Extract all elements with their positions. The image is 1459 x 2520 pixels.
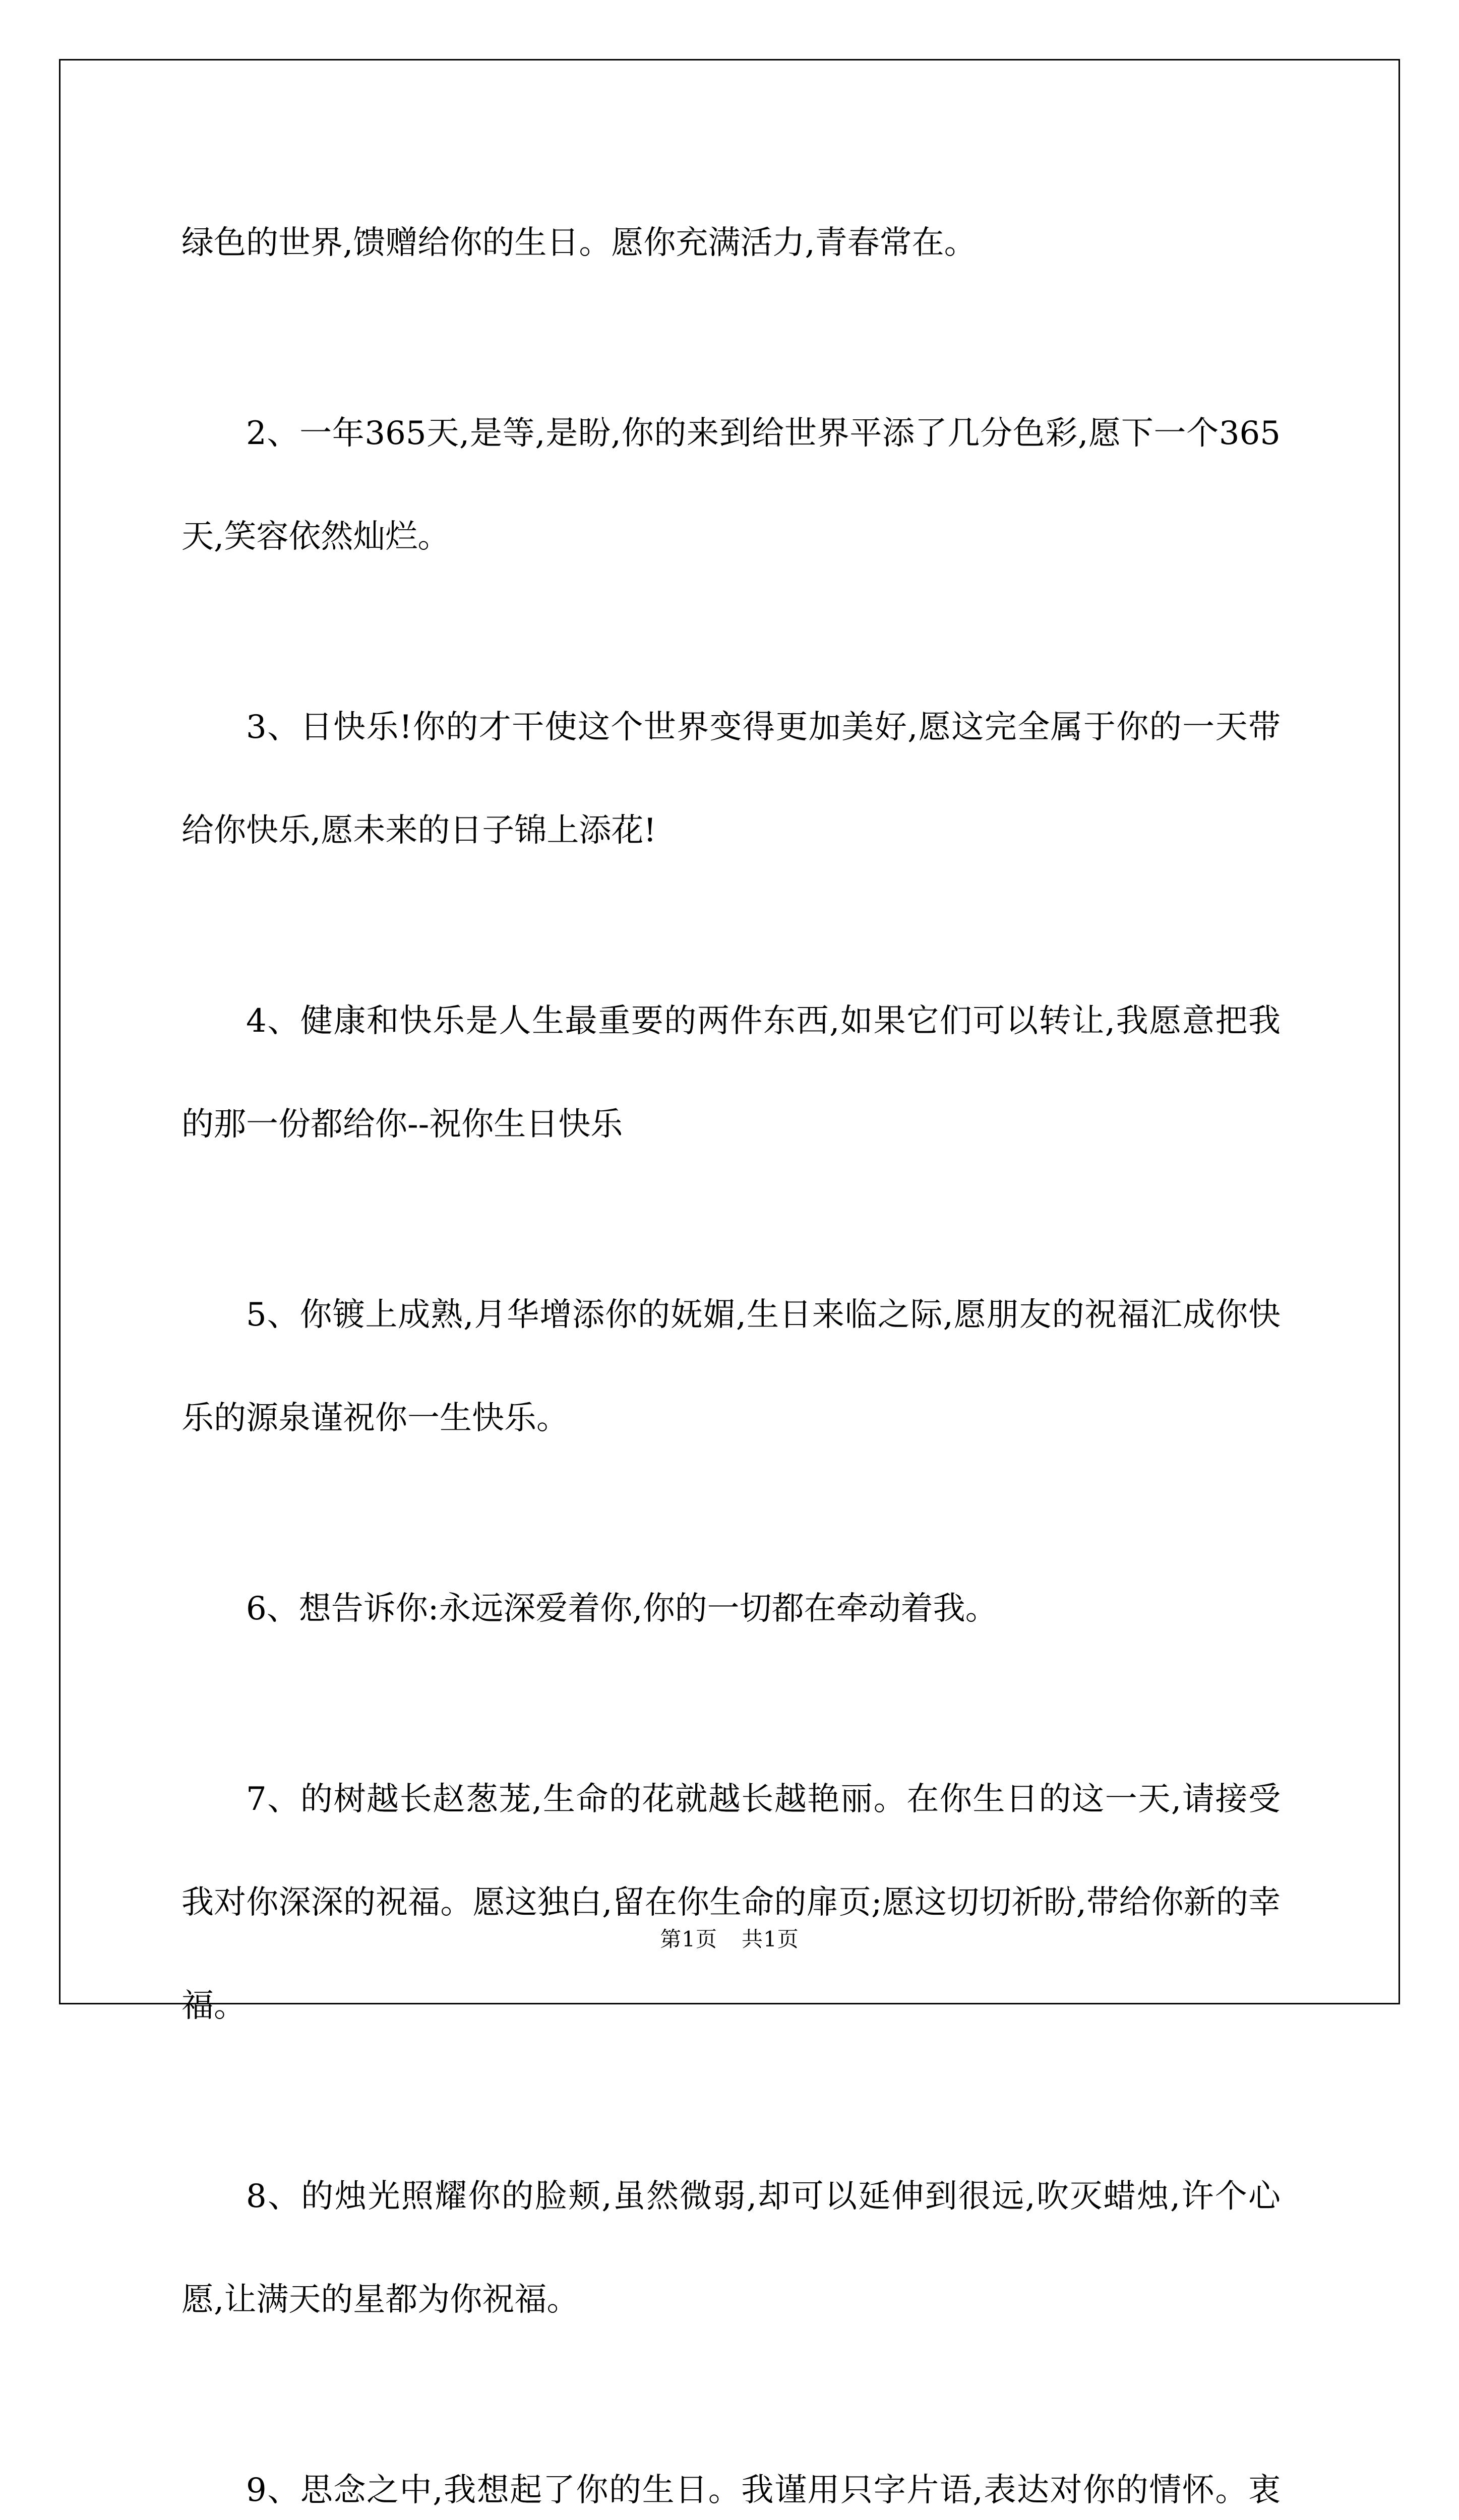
paragraph-continuation: 绿色的世界,馈赠给你的生日。愿你充满活力,青春常在。 <box>181 224 977 262</box>
page-footer <box>0 1924 1459 1955</box>
page-number-current: 第1页 <box>660 1927 717 1951</box>
document-body <box>181 192 1281 2520</box>
paragraph-item-4: 4、健康和快乐是人生最重要的两件东西,如果它们可以转让,我愿意把我的那一份都给你--祝你生日快乐 <box>181 1002 1281 1143</box>
paragraph-item-7: 7、的树越长赵葱茏,生命的花就越长越艳丽。在你生日的这一天,请接受我对你深深的祝福。愿这独白,留在你生命的扉页;愿这切切祈盼,带给你新的幸福。 <box>181 1781 1281 2025</box>
paragraph-item-6: 6、想告诉你:永远深爱着你,你的一切都在牵动着我。 <box>246 1590 998 1627</box>
paragraph-item-5: 5、你镀上成熟,月华增添你的妩媚,生日来临之际,愿朋友的祝福汇成你快乐的源泉谨祝你一生快乐。 <box>181 1296 1281 1437</box>
page-number-total: 共1页 <box>742 1927 799 1951</box>
paragraph-item-8: 8、的烛光照耀你的脸颊,虽然微弱,却可以延伸到很远,吹灭蜡烛,许个心愿,让满天的星都为你祝福。 <box>181 2178 1281 2318</box>
paragraph-item-2: 2、一年365天,是等,是盼,你的来到给世界平添了几分色彩,愿下一个365天,笑容依然灿烂。 <box>181 415 1281 555</box>
paragraph-item-3: 3、日快乐!你的才干使这个世界变得更加美好,愿这完全属于你的一天带给你快乐,愿未来的日子锦上添花! <box>181 709 1281 849</box>
paragraph-item-9: 9、思念之中,我想起了你的生日。我谨用只字片语,表达对你的情怀。衷 <box>246 2472 1281 2509</box>
